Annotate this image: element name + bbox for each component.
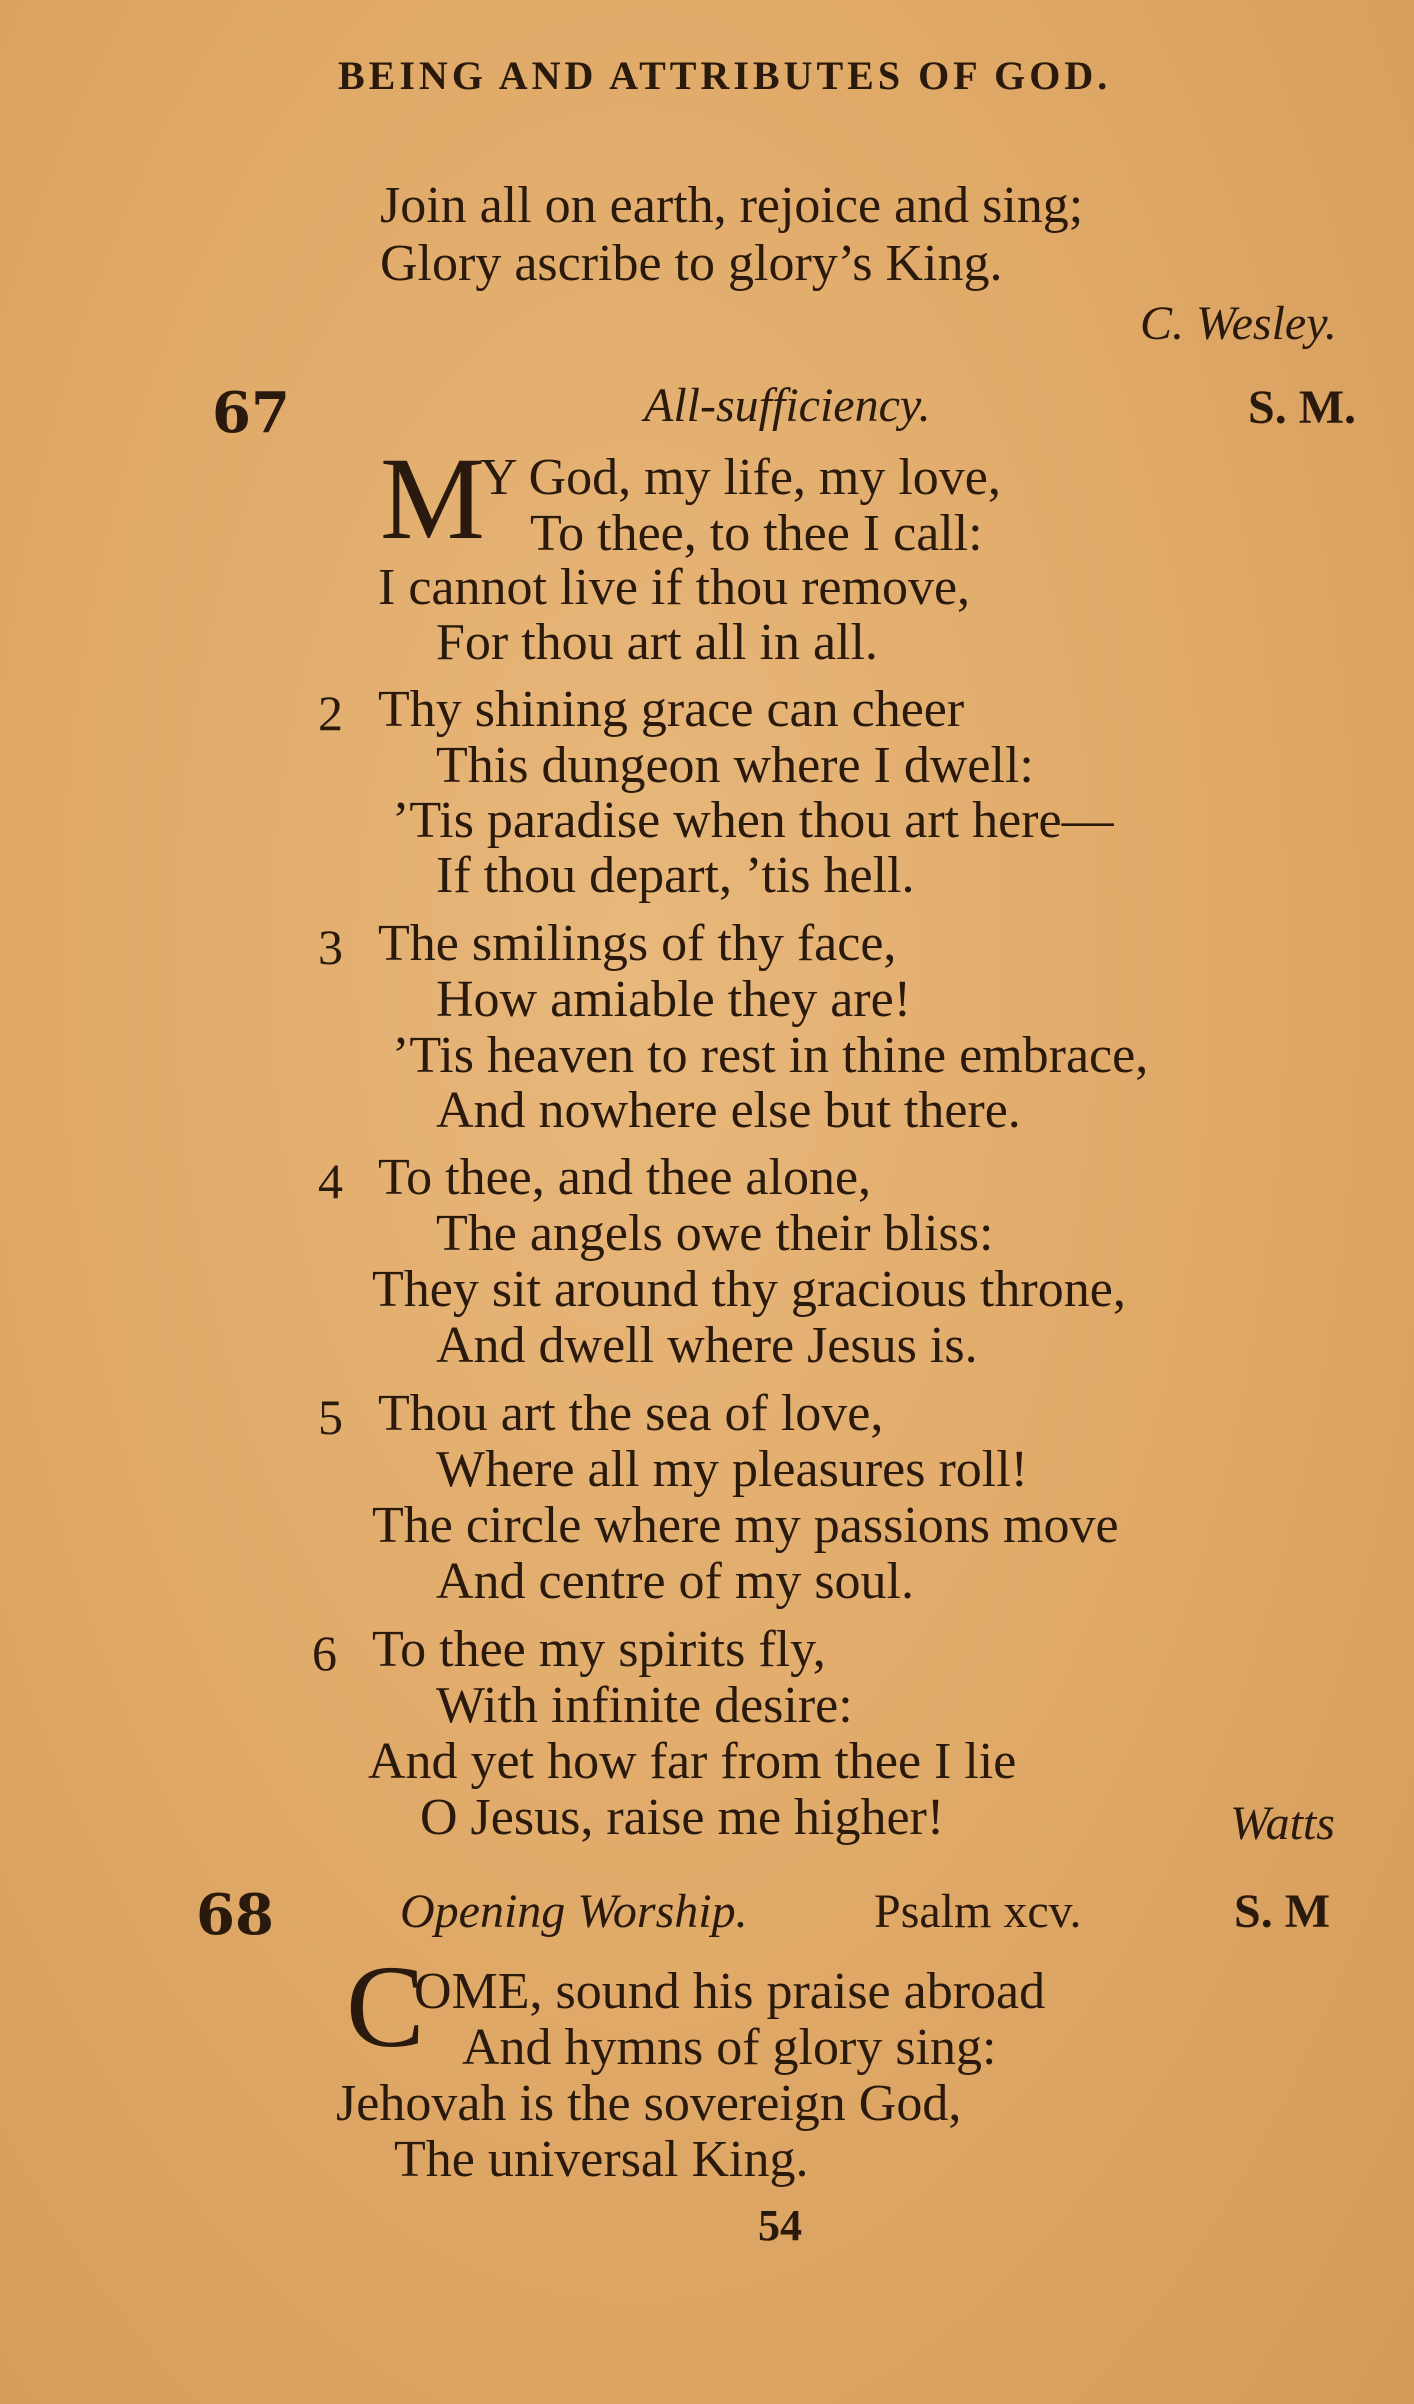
- verse-line: To thee my spirits fly,: [372, 1621, 826, 1678]
- verse-line: The angels owe their bliss:: [436, 1205, 994, 1262]
- verse-line: And nowhere else but there.: [436, 1082, 1021, 1139]
- verse-line: ’Tis heaven to rest in thine embrace,: [392, 1027, 1149, 1084]
- verse-line: How amiable they are!: [436, 971, 912, 1028]
- hymn-number-67: 67: [212, 380, 290, 446]
- verse-number: 4: [318, 1153, 343, 1209]
- verse-line: The universal King.: [394, 2131, 809, 2188]
- hymn-67-meter: S. M.: [1248, 381, 1356, 434]
- prev-hymn-attribution: C. Wesley.: [1140, 297, 1337, 350]
- drop-cap: C: [346, 1941, 425, 2072]
- verse-line: OME, sound his praise abroad: [414, 1963, 1046, 2020]
- hymn-number-68: 68: [196, 1882, 274, 1948]
- verse-line: And dwell where Jesus is.: [436, 1317, 978, 1374]
- verse-line: ’Tis paradise when thou art here—: [392, 792, 1114, 849]
- verse-line: And yet how far from thee I lie: [368, 1733, 1017, 1790]
- prev-hymn-line-2: Glory ascribe to glory’s King.: [380, 235, 1003, 292]
- verse-line: To thee, to thee I call:: [530, 505, 983, 562]
- verse-number: 5: [318, 1389, 343, 1445]
- verse-line: This dungeon where I dwell:: [436, 737, 1034, 794]
- verse-number: 3: [318, 919, 343, 975]
- drop-cap: M: [380, 433, 485, 564]
- page-number: 54: [758, 2201, 802, 2250]
- verse-line: Y God, my life, my love,: [480, 449, 1001, 506]
- verse-line: For thou art all in all.: [436, 614, 878, 671]
- running-header: BEING AND ATTRIBUTES OF GOD.: [338, 53, 1112, 98]
- verse-number: 2: [318, 685, 343, 741]
- verse-line: Thou art the sea of love,: [378, 1385, 884, 1442]
- verse-line: With infinite desire:: [436, 1677, 853, 1734]
- verse-line: They sit around thy gracious throne,: [372, 1261, 1126, 1318]
- verse-line: And hymns of glory sing:: [462, 2019, 997, 2076]
- verse-line: If thou depart, ’tis hell.: [436, 847, 915, 904]
- hymn-67-title: All-sufficiency.: [644, 379, 931, 432]
- verse-number: 6: [312, 1625, 337, 1681]
- verse-line: Where all my pleasures roll!: [436, 1441, 1028, 1498]
- hymn-68-meter: S. M: [1234, 1885, 1330, 1938]
- hymn-68-title: Opening Worship.: [400, 1885, 748, 1938]
- verse-line: Thy shining grace can cheer: [378, 681, 965, 738]
- verse-line: To thee, and thee alone,: [378, 1149, 872, 1206]
- verse-line: I cannot live if thou remove,: [378, 559, 971, 616]
- verse-line: Jehovah is the sovereign God,: [336, 2075, 962, 2132]
- verse-line: And centre of my soul.: [436, 1553, 915, 1610]
- hymn-68-psalm: Psalm xcv.: [874, 1885, 1082, 1938]
- verse-line: The circle where my passions move: [372, 1497, 1119, 1554]
- hymn-67-attribution: Watts: [1230, 1797, 1335, 1850]
- verse-line: O Jesus, raise me higher!: [420, 1789, 945, 1846]
- prev-hymn-line-1: Join all on earth, rejoice and sing;: [380, 177, 1084, 234]
- verse-line: The smilings of thy face,: [378, 915, 897, 972]
